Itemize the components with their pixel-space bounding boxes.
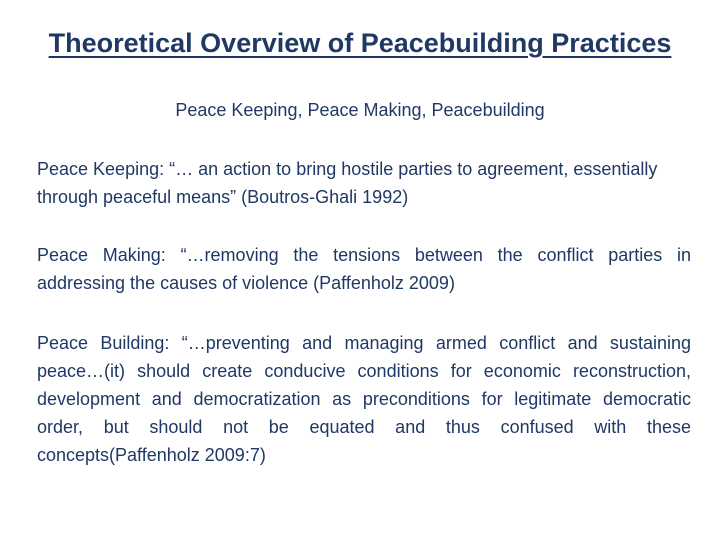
definition-text-peace-making: “…removing the tensions between the conflict parties in addressing the causes of violence (Paffenholz 2009) xyxy=(37,245,691,293)
definition-text-peace-building: “…preventing and managing armed conflict and sustaining peace…(it) should create conducive conditions for economic reconstruction, development and democratization as preconditions for legitimate democratic order, but should not be equated and thus confused with these concepts(Paffenholz 2009:7) xyxy=(37,333,691,465)
definition-peace-building xyxy=(37,329,691,469)
term-peace-keeping: Peace Keeping: xyxy=(37,159,165,179)
slide-title: Theoretical Overview of Peacebuilding Practices xyxy=(48,28,672,58)
slide-subtitle: Peace Keeping, Peace Making, Peacebuilding xyxy=(175,100,545,120)
definition-peace-keeping xyxy=(37,155,691,211)
term-peace-building: Peace Building: xyxy=(37,333,170,353)
definition-peace-making xyxy=(37,241,691,297)
term-peace-making: Peace Making: xyxy=(37,245,166,265)
definition-text-peace-keeping: “… an action to bring hostile parties to agreement, essentially through peaceful means” (Boutros-Ghali 1992) xyxy=(37,159,658,207)
